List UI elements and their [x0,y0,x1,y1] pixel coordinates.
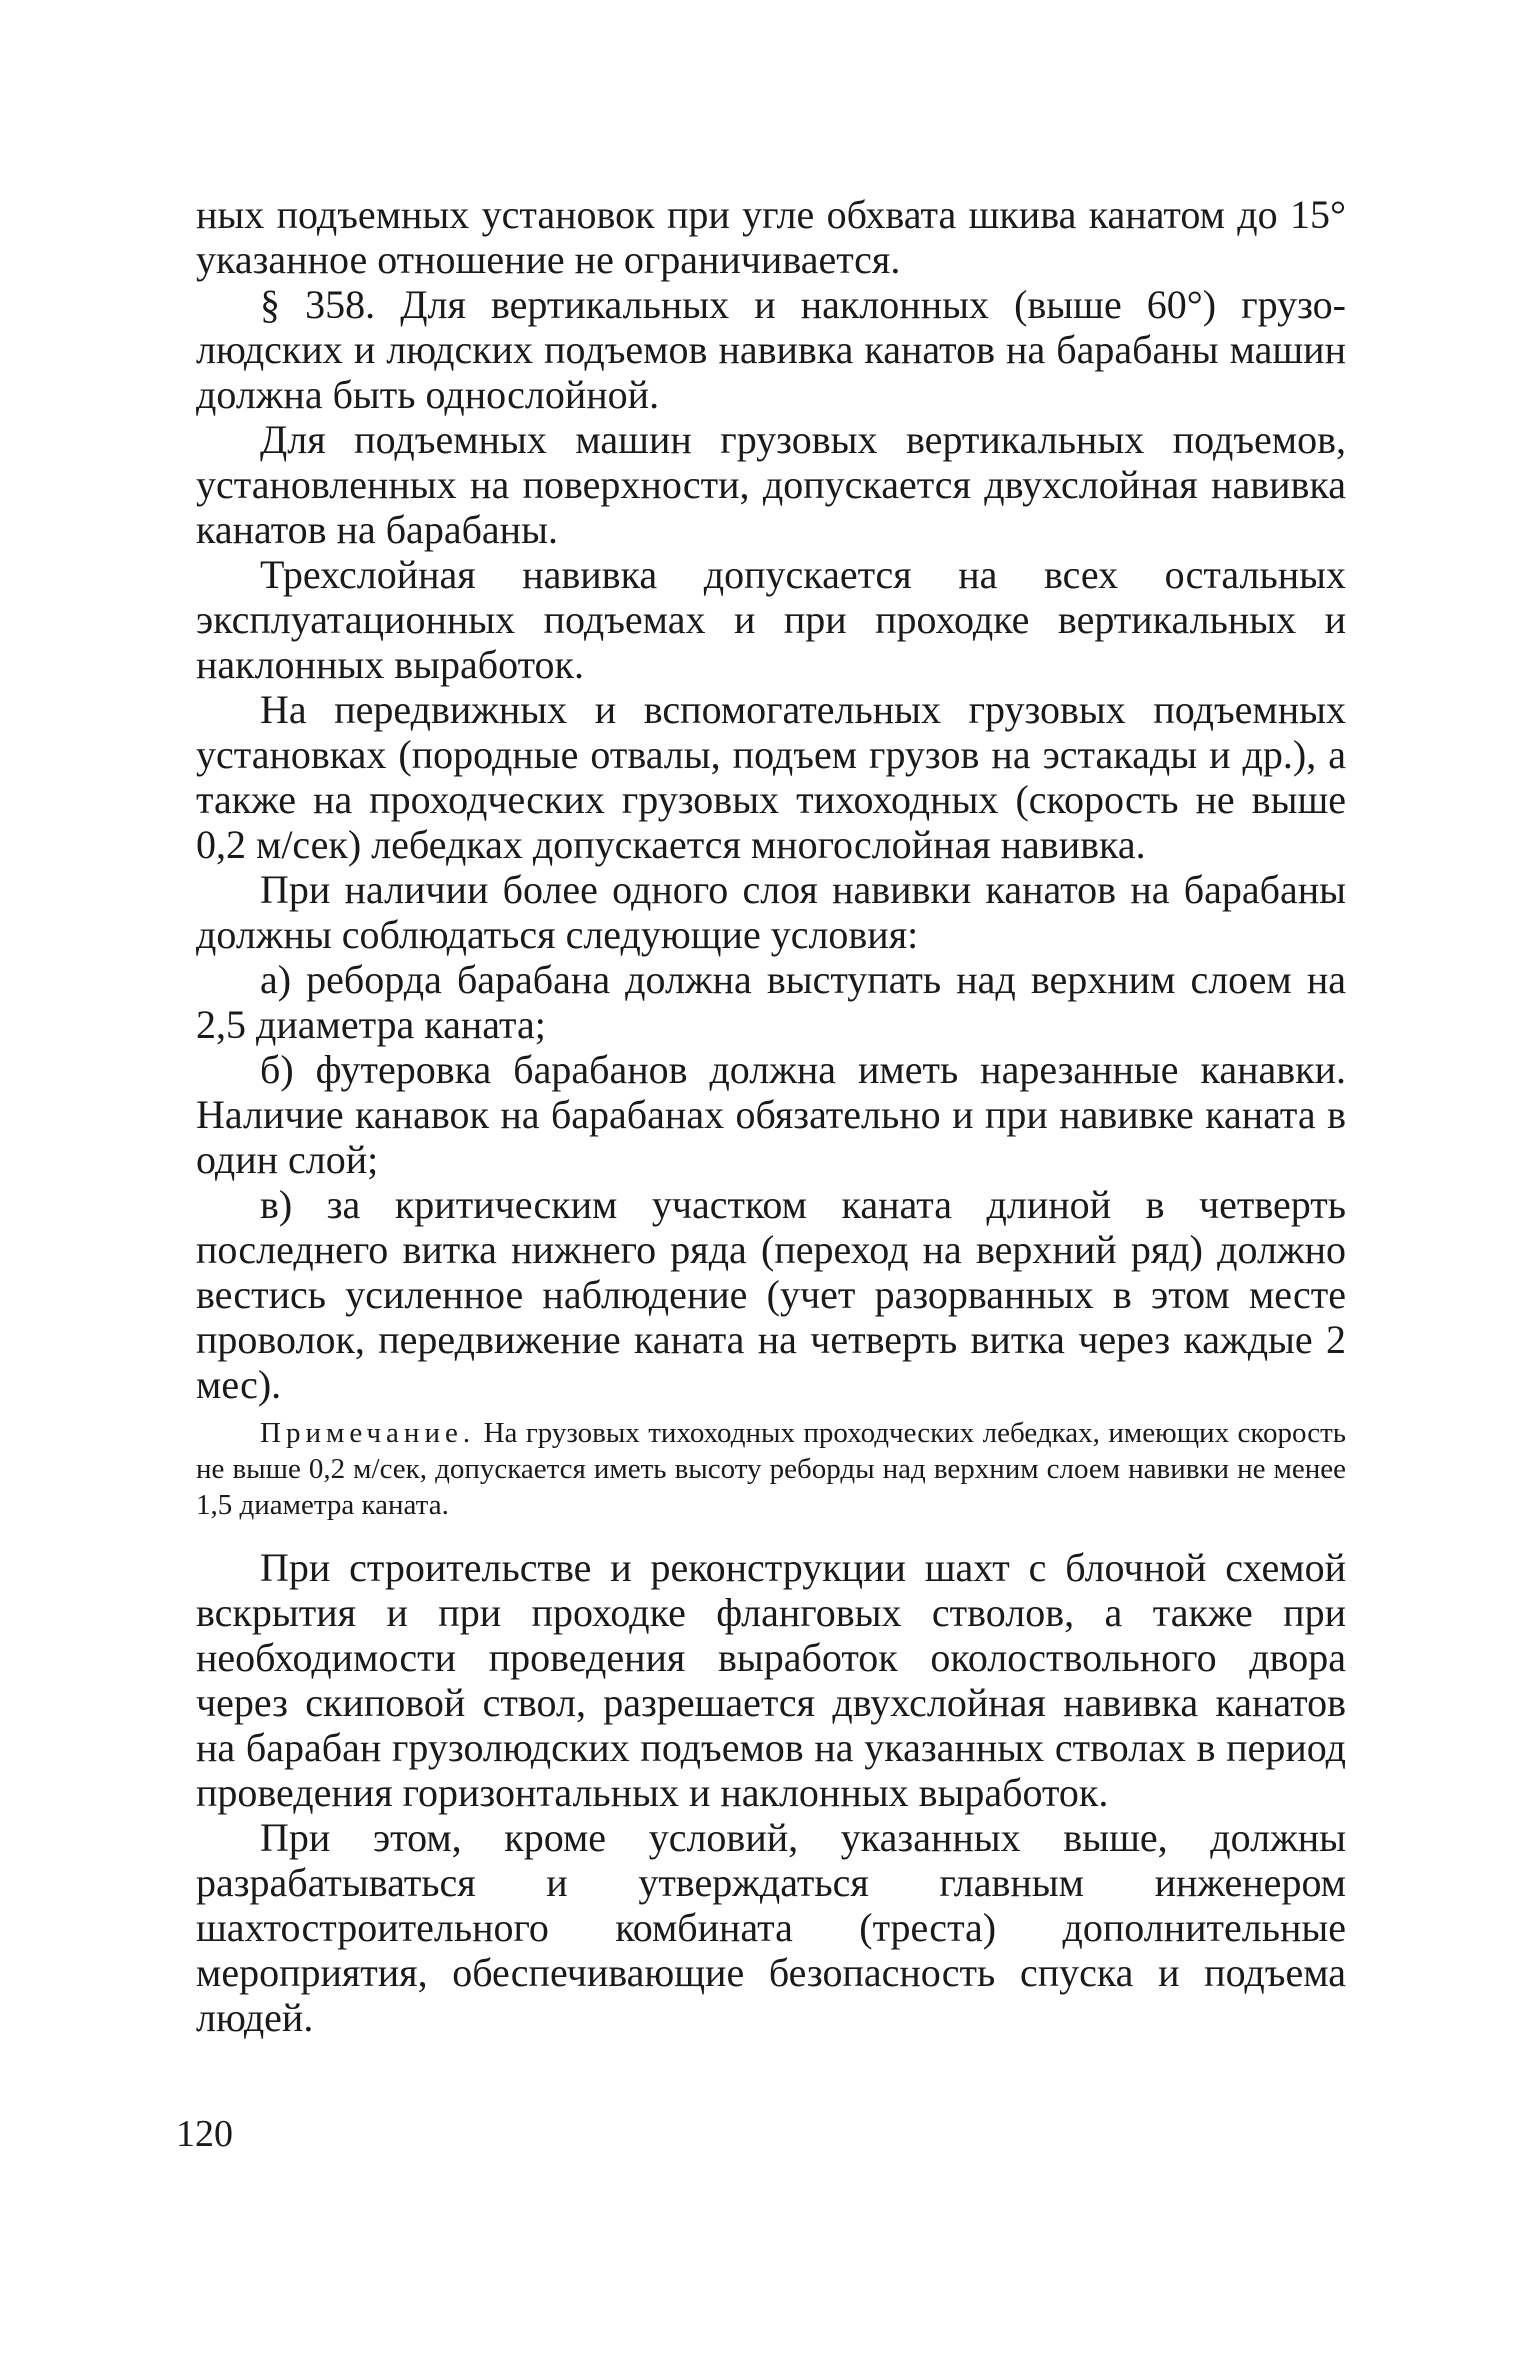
paragraph-multilayer: На передвижных и вспомогательных грузовых подъемных установках (породные отвалы, подъем грузов на эстакады и др.), а также на проходческих грузовых тихоходных (скорость не выше 0,2 м/сек) лебедках допускается многослойная навивка. [196,687,1346,867]
list-item-a: а) реборда барабана должна выступать над верхним слоем на 2,5 диаметра каната; [196,957,1346,1047]
paragraph-continuation: ных подъемных установок при угле обхвата шкива канатом до 15° указанное отношение не ограничивается. [196,192,1346,282]
list-item-c: в) за критическим участком каната длиной в четверть последнего витка нижнего ряда (переход на верхний ряд) должно вестись усиленное наблюдение (учет разорванных в этом месте проволок, передвижение каната на четверть витка через каждые 2 мес). [196,1182,1346,1407]
paragraph-two-layer: Для подъемных машин грузовых вертикальных подъемов, установленных на поверхности, допускается двухслойная навивка канатов на барабаны. [196,417,1346,552]
paragraph-construction: При строительстве и реконструкции шахт с блочной схемой вскрытия и при проходке фланговых стволов, а также при необходимости проведения выработок околоствольного двора через скиповой ствол, разрешается двухслойная навивка канатов на барабан грузолюдских подъемов на указанных стволах в период проведения горизонтальных и наклонных выработок. [196,1545,1346,1815]
note-text: На грузовых тихоходных проходческих лебедках, имеющих скорость не выше 0,2 м/сек, допускается иметь высоту реборды над верхним слоем навивки не менее 1,5 диаметра каната. [196,1417,1347,1521]
paragraph-additional-measures: При этом, кроме условий, указанных выше, должны разрабатываться и утверждаться главным инженером шахтостроительного комбината (треста) дополнительные мероприятия, обеспечивающие безопасность спуска и подъема людей. [196,1815,1346,2040]
paragraph-three-layer: Трехслойная навивка допускается на всех остальных эксплуатационных подъемах и при проходке вертикальных и наклонных выработок. [196,552,1346,687]
note [196,1415,1346,1523]
paragraph-conditions: При наличии более одного слоя навивки канатов на барабаны должны соблюдаться следующие условия: [196,867,1346,957]
paragraph-section-358: § 358. Для вертикальных и наклонных (выше 60°) грузо-людских и людских подъемов навивка канатов на барабаны машин должна быть однослойной. [196,282,1346,417]
note-label: Примечание. [260,1417,476,1449]
page-number: 120 [176,2113,233,2155]
page-body [196,192,1346,2040]
list-item-b: б) футеровка барабанов должна иметь нарезанные канавки. Наличие канавок на барабанах обязательно и при навивке каната в один слой; [196,1047,1346,1182]
